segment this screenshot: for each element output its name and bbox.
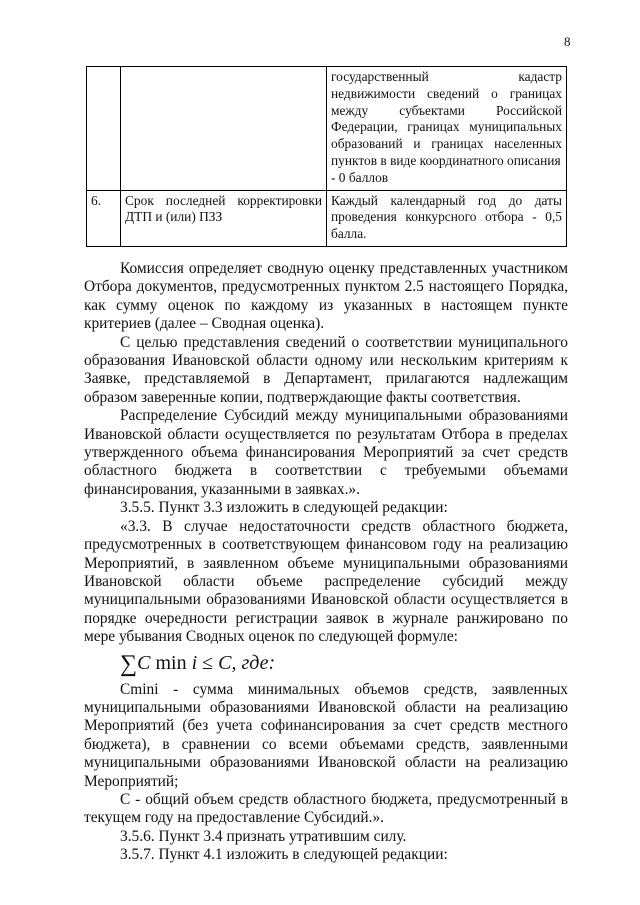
table-row [87, 190, 567, 246]
assessment-score: - 0 баллов [331, 169, 389, 185]
criteria-table [86, 66, 567, 247]
paragraph-item-3-5-6: 3.5.6. Пункт 3.4 признать утратившим силу. [120, 827, 407, 845]
paragraph-item-3-3: «3.3. В случае недостаточности средств областного бюджета, предусмотренных в соответствующем финансовом году на реализацию Мероприятий, в заявленном объеме муниципальными образованиями Ивановской области объеме распределение субсидий между муниципальными образованиями Ивановской области осуществляется в порядке очередности регистрации заявок в журнале ранжировано по мере убывания Сводных оценок по следующей формуле: [84, 517, 568, 646]
table-cell-assessment [327, 190, 567, 246]
formula-le: ≤ [197, 651, 219, 674]
sum-symbol: ∑ [120, 650, 138, 677]
paragraph-item-3-5-5: 3.5.5. Пункт 3.3 изложить в следующей редакции: [120, 499, 448, 517]
table-cell-criterion [121, 67, 327, 191]
paragraph-c-definition: С - общий объем средств областного бюджета, предусмотренный в текущем году на предоставление Субсидий.». [84, 790, 568, 827]
table-row [87, 67, 567, 191]
paragraph-cmini-definition: Cmini - сумма минимальных объемов средств, заявленных муниципальными образованиями Ивановской области на реализацию Мероприятий (без учета софинансирования за счет средств местного бюджета), в сравнении со всеми объемами средств, заявленными муниципальными образованиями Ивановской области на реализацию Мероприятий; [84, 680, 568, 790]
paragraph-summary-score: Комиссия определяет сводную оценку представленных участником Отбора документов, предусмотренных пунктом 2.5 настоящего Порядка, как сумму оценок по каждому из указанных в настоящем пункте критериев (далее – Сводная оценка). [84, 260, 568, 333]
table-cell-number: 6. [87, 190, 121, 246]
table-cell-assessment [327, 67, 567, 191]
assessment-text: Каждый календарный год до даты проведения конкурсного отбора - 0,5 балла. [331, 192, 562, 242]
formula-c2: C [218, 651, 232, 674]
formula-tail: , где: [231, 651, 276, 674]
formula-min: min [150, 651, 192, 674]
paragraph-documents: С целью представления сведений о соответствии муниципального образования Ивановской области одному или нескольким критериям к Заявке, представляемой в Департамент, прилагаются надлежащим образом заверенные копии, подтверждающие факты соответствия. [84, 333, 568, 406]
table-cell-criterion: Срок последней корректировки ДТП и (или) ПЗЗ [121, 190, 327, 246]
paragraph-item-3-5-7: 3.5.7. Пункт 4.1 изложить в следующей редакции: [120, 846, 448, 864]
formula-c: C [137, 651, 151, 674]
body-text [84, 260, 568, 865]
page-number: 8 [564, 34, 571, 49]
table-cell-number [87, 67, 121, 191]
formula-i: i [191, 651, 198, 674]
assessment-text: государственный кадастр недвижимости сведений о границах между субъектами Российской Федерации, границах муниципальных образований и границах населенных пунктов в виде координатного описания [331, 69, 562, 168]
formula [120, 650, 568, 677]
paragraph-distribution: Распределение Субсидий между муниципальными образованиями Ивановской области осуществляется по результатам Отбора в пределах утвержденного объема финансирования Мероприятий за счет средств областного бюджета в соответствии с требуемыми объемами финансирования, указанными в заявках.». [84, 407, 568, 498]
